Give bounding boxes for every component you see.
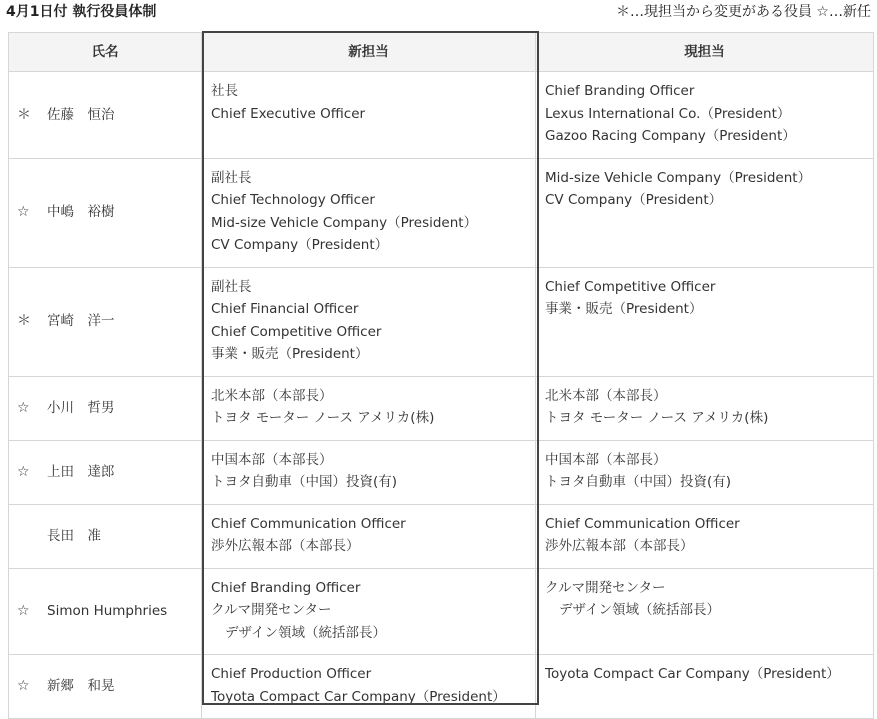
role-line: トヨタ自動車（中国）投資(有) (211, 474, 398, 490)
executive-name-cell (9, 72, 202, 159)
table-row (9, 440, 874, 504)
status-mark: ＊ (17, 313, 31, 330)
role-line: CV Company（President） (211, 237, 389, 253)
status-mark: ☆ (17, 463, 30, 480)
status-mark: ☆ (17, 204, 30, 221)
status-mark: ＊ (17, 106, 31, 123)
role-line: Gazoo Racing Company（President） (545, 128, 796, 144)
table-header-row (9, 33, 874, 72)
current-role-cell (536, 72, 874, 159)
role-line: Chief Financial Officer (211, 301, 359, 317)
executive-name-cell (9, 440, 202, 504)
role-line: Mid-size Vehicle Company（President） (211, 214, 478, 231)
page-title: 4月1日付 執行役員体制 (6, 4, 157, 20)
executive-name: Simon Humphries (47, 603, 168, 619)
executive-name: 小川 哲男 (47, 399, 115, 416)
column-header-name: 氏名 (9, 33, 202, 72)
role-line: Chief Executive Officer (211, 105, 366, 122)
role-line: 中国本部（本部長） (211, 451, 333, 468)
status-mark: ☆ (17, 603, 30, 619)
executive-name-cell (9, 158, 202, 267)
current-role-cell (536, 158, 874, 267)
new-role-cell (202, 376, 536, 440)
executive-name: 宮崎 洋一 (47, 313, 115, 330)
current-role-cell (536, 376, 874, 440)
current-role-cell (536, 655, 874, 719)
new-role-cell (202, 72, 536, 159)
current-role-cell (536, 568, 874, 655)
executive-table (8, 32, 874, 719)
role-line: Chief Competitive Officer (211, 323, 382, 340)
status-mark: ☆ (17, 399, 30, 416)
role-line: Toyota Compact Car Company（President） (545, 666, 840, 682)
new-role-cell (202, 158, 536, 267)
status-mark: ☆ (17, 678, 30, 695)
role-line: Chief Production Officer (211, 666, 372, 682)
role-line: 事業・販売（President） (211, 346, 369, 362)
new-role-cell (202, 267, 536, 376)
role-line: 副社長 (211, 169, 252, 186)
executive-name-cell (9, 655, 202, 719)
role-line: 事業・販売（President） (545, 301, 703, 317)
role-line: 中国本部（本部長） (545, 451, 667, 468)
role-line: Chief Technology Officer (211, 192, 375, 208)
role-line: CV Company（President） (545, 192, 723, 208)
role-line: トヨタ モーター ノース アメリカ(株) (211, 410, 435, 426)
role-line: 渉外広報本部（本部長） (545, 538, 694, 554)
table-row (9, 504, 874, 568)
role-line: 副社長 (211, 278, 252, 295)
role-line: Chief Branding Officer (211, 579, 361, 596)
table-row (9, 267, 874, 376)
column-header-current-role: 現担当 (536, 33, 874, 72)
legend-note: ＊…現担当から変更がある役員 ☆…新任 (615, 4, 871, 20)
executive-name-cell (9, 568, 202, 655)
table-row (9, 72, 874, 159)
executive-name-cell (9, 504, 202, 568)
role-line: クルマ開発センター (211, 602, 332, 618)
new-role-cell (202, 655, 536, 719)
executive-name-cell (9, 267, 202, 376)
table-row (9, 655, 874, 719)
new-role-cell (202, 504, 536, 568)
table-row (9, 158, 874, 267)
role-line: トヨタ自動車（中国）投資(有) (545, 474, 732, 490)
role-line: Chief Competitive Officer (545, 278, 716, 295)
new-role-cell (202, 440, 536, 504)
role-line: Chief Communication Officer (545, 515, 740, 532)
role-line: Lexus International Co.（President） (545, 105, 791, 122)
executive-name: 中嶋 裕樹 (47, 204, 115, 221)
column-header-new-role: 新担当 (202, 33, 536, 72)
current-role-cell (536, 504, 874, 568)
role-line: 渉外広報本部（本部長） (211, 538, 360, 554)
role-line: 北米本部（本部長） (211, 387, 333, 404)
role-line: Mid-size Vehicle Company（President） (545, 169, 812, 186)
current-role-cell (536, 440, 874, 504)
executive-name: 上田 達郎 (47, 463, 115, 480)
role-line: 北米本部（本部長） (545, 387, 667, 404)
new-role-cell (202, 568, 536, 655)
table-row (9, 568, 874, 655)
role-line: Chief Branding Officer (545, 83, 695, 99)
role-line: デザイン領域（統括部長） (559, 602, 721, 618)
role-line: Toyota Compact Car Company（President） (211, 688, 506, 705)
executive-name: 佐藤 恒治 (47, 106, 115, 123)
executive-name-cell (9, 376, 202, 440)
executive-name: 新郷 和晃 (47, 678, 115, 695)
table-row (9, 376, 874, 440)
role-line: Chief Communication Officer (211, 515, 406, 532)
role-line: クルマ開発センター (545, 579, 666, 596)
role-line: デザイン領域（統括部長） (225, 624, 387, 641)
role-line: 社長 (211, 83, 238, 99)
current-role-cell (536, 267, 874, 376)
executive-name: 長田 准 (47, 527, 101, 544)
role-line: トヨタ モーター ノース アメリカ(株) (545, 410, 769, 426)
